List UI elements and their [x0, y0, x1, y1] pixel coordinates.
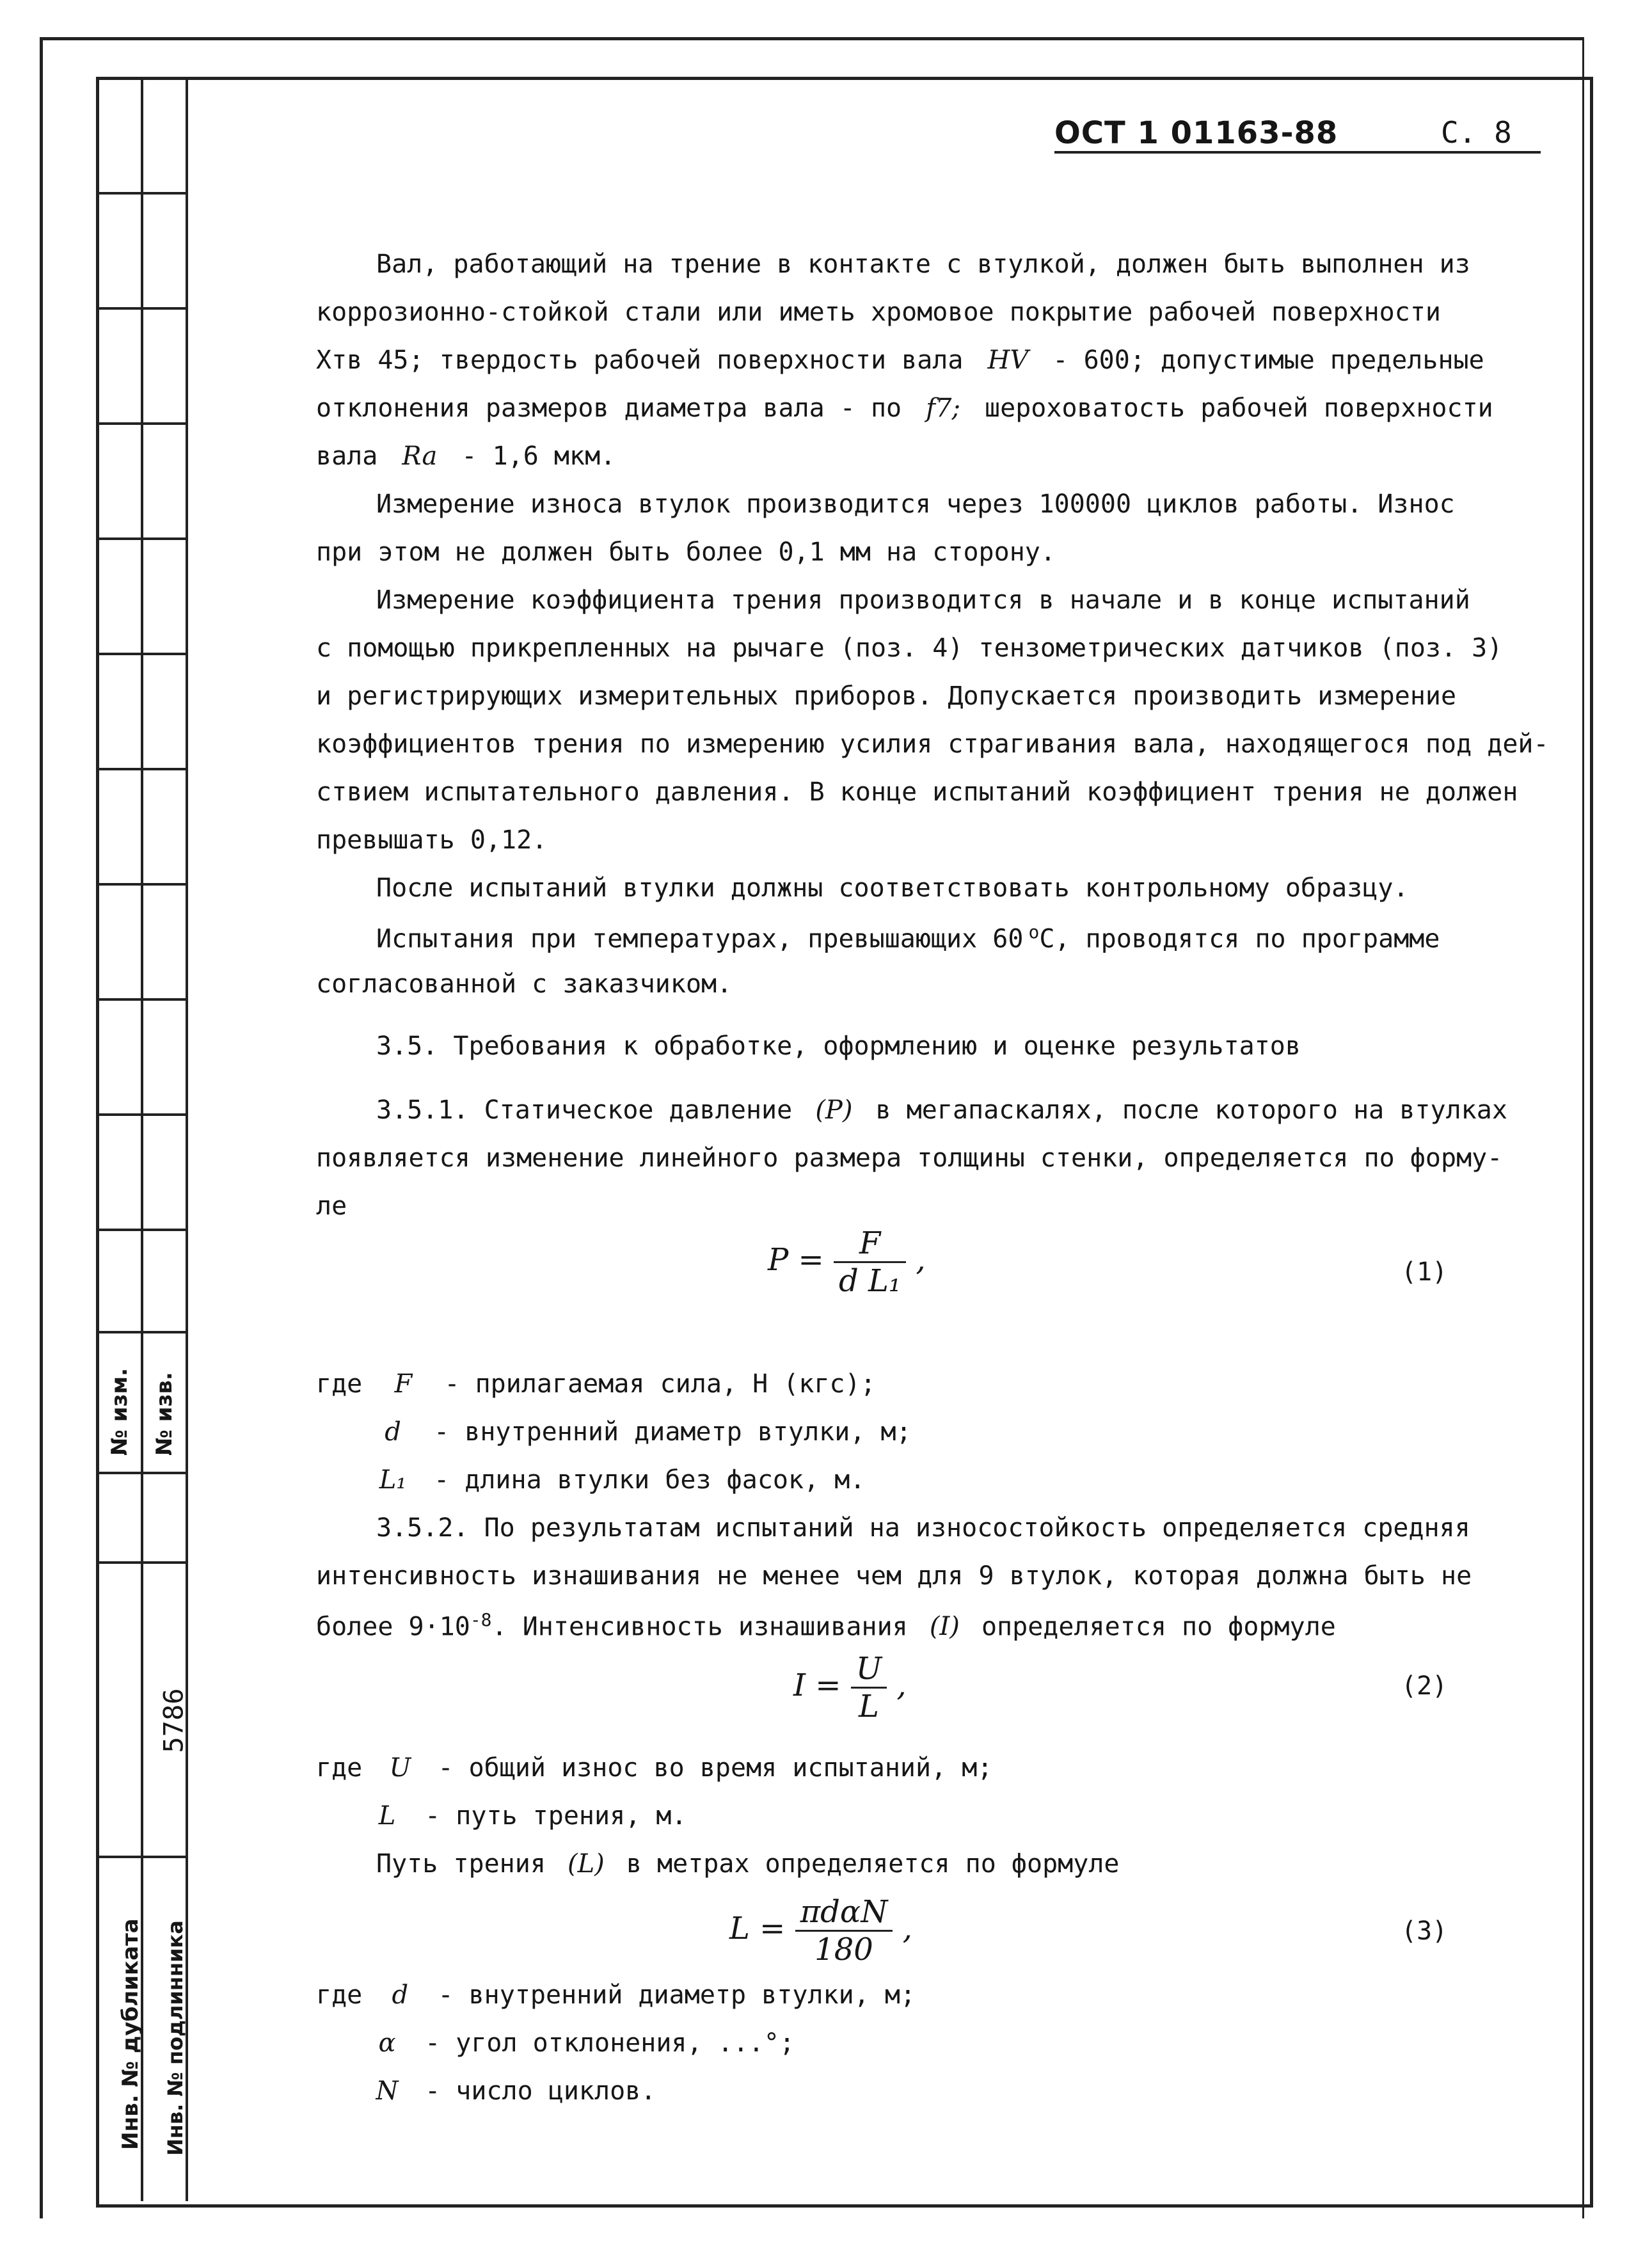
- text-line: После испытаний втулки должны соответствовать контрольному образцу.: [376, 873, 1409, 903]
- strip-line: [96, 1229, 188, 1231]
- legend-line: где F - прилагаемая сила, Н (кгс);: [316, 1369, 876, 1399]
- strip-line: [96, 768, 188, 770]
- strip-line: [96, 192, 188, 195]
- formula-3: L = $\frac{\text{πdαN}}{180}$ ,: [729, 1894, 912, 1968]
- equation-number: (1): [1401, 1257, 1448, 1287]
- text-line: интенсивность изнашивания не менее чем для 9 втулок, которая должна быть не: [316, 1561, 1472, 1591]
- strip-line: [96, 1331, 188, 1333]
- text-line: Путь трения (L) в метрах определяется по формуле: [376, 1849, 1120, 1879]
- strip-number: 5786: [157, 1688, 189, 1753]
- strip-line: [96, 1856, 188, 1858]
- strip-line: [96, 422, 188, 425]
- text-line: более $9\cdot 10^{-8}$. Интенсивность изнашивания (I) определяется по формуле: [316, 1609, 1336, 1642]
- legend-line: L₁ - длина втулки без фасок, м.: [379, 1465, 866, 1495]
- text-line: 3.5.2. По результатам испытаний на износостойкость определяется средняя: [376, 1513, 1470, 1543]
- strip-line: [96, 307, 188, 310]
- strip-line: [96, 1561, 188, 1564]
- legend-line: α - угол отклонения, ...°;: [378, 2028, 795, 2058]
- text-line: Измерение коэффициента трения производится в начале и в конце испытаний: [376, 585, 1470, 615]
- strip-line: [96, 537, 188, 540]
- legend-line: d - внутренний диаметр втулки, м;: [385, 1417, 912, 1447]
- formula-1: P = $\frac{F}{\text{d L₁}}$ ,: [768, 1225, 926, 1299]
- text-line: Измерение износа втулок производится через 100000 циклов работы. Износ: [376, 489, 1455, 519]
- strip-inv-podl: Инв. № подлинника: [163, 1920, 187, 2156]
- formula-2: I = $\frac{U}{L}$ ,: [793, 1651, 907, 1724]
- text-line: и регистрирующих измерительных приборов. Допускается производить измерение: [316, 681, 1457, 711]
- header-underline: [1054, 151, 1541, 154]
- text-line: 3.5.1. Статическое давление (P) в мегапаскалях, после которого на втулках: [376, 1095, 1507, 1125]
- legend-line: где U - общий износ во время испытаний, м;: [316, 1753, 993, 1783]
- equation-number: (3): [1401, 1916, 1448, 1946]
- legend-line: где d - внутренний диаметр втулки, м;: [316, 1980, 916, 2010]
- text-line: с помощью прикрепленных на рычаге (поз. 4) тензометрических датчиков (поз. 3): [316, 633, 1503, 663]
- text-line: Хтв 45; твердость рабочей поверхности вала HV - 600; допустимые предельные: [316, 346, 1484, 375]
- legend-line: N - число циклов.: [376, 2076, 656, 2106]
- text-line: Испытания при температурах, превышающих 60 $^o$С, проводятся по программе: [376, 921, 1440, 954]
- text-line: согласованной с заказчиком.: [316, 969, 733, 999]
- equation-number: (2): [1401, 1671, 1448, 1701]
- text-line: отклонения размеров диаметра вала - по f7; шероховатость рабочей поверхности: [316, 394, 1493, 423]
- strip-inv-dubl: Инв. № дубликата: [118, 1918, 143, 2150]
- text-line: ствием испытательного давления. В конце испытаний коэффициент трения не должен: [316, 777, 1518, 807]
- text-line: превышать 0,12.: [316, 825, 548, 855]
- strip-line: [96, 1113, 188, 1116]
- strip-divider-2: [186, 77, 188, 2201]
- legend-line: L - путь трения, м.: [378, 1801, 687, 1831]
- section-heading: 3.5. Требования к обработке, оформлению и оценке результатов: [376, 1031, 1301, 1061]
- text-line: коррозионно-стойкой стали или иметь хромовое покрытие рабочей поверхности: [316, 298, 1441, 327]
- strip-line: [96, 1472, 188, 1474]
- strip-divider-1: [141, 77, 143, 2201]
- strip-izv-label: № изв.: [152, 1372, 177, 1456]
- text-line: Вал, работающий на трение в контакте с втулкой, должен быть выполнен из: [376, 250, 1470, 279]
- strip-line: [96, 883, 188, 886]
- document-code: ОСТ 1 01163-88: [1054, 115, 1338, 151]
- strip-line: [96, 998, 188, 1001]
- text-line: вала Ra - 1,6 мкм.: [316, 442, 616, 471]
- text-line: при этом не должен быть более 0,1 мм на сторону.: [316, 537, 1056, 567]
- strip-izm-label: № изм.: [107, 1367, 132, 1456]
- strip-line: [96, 653, 188, 655]
- text-line: появляется изменение линейного размера толщины стенки, определяется по форму-: [316, 1143, 1503, 1173]
- text-line: коэффициентов трения по измерению усилия страгивания вала, находящегося под дей-: [316, 729, 1549, 759]
- text-line: ле: [316, 1191, 347, 1221]
- page-number: С. 8: [1441, 115, 1512, 150]
